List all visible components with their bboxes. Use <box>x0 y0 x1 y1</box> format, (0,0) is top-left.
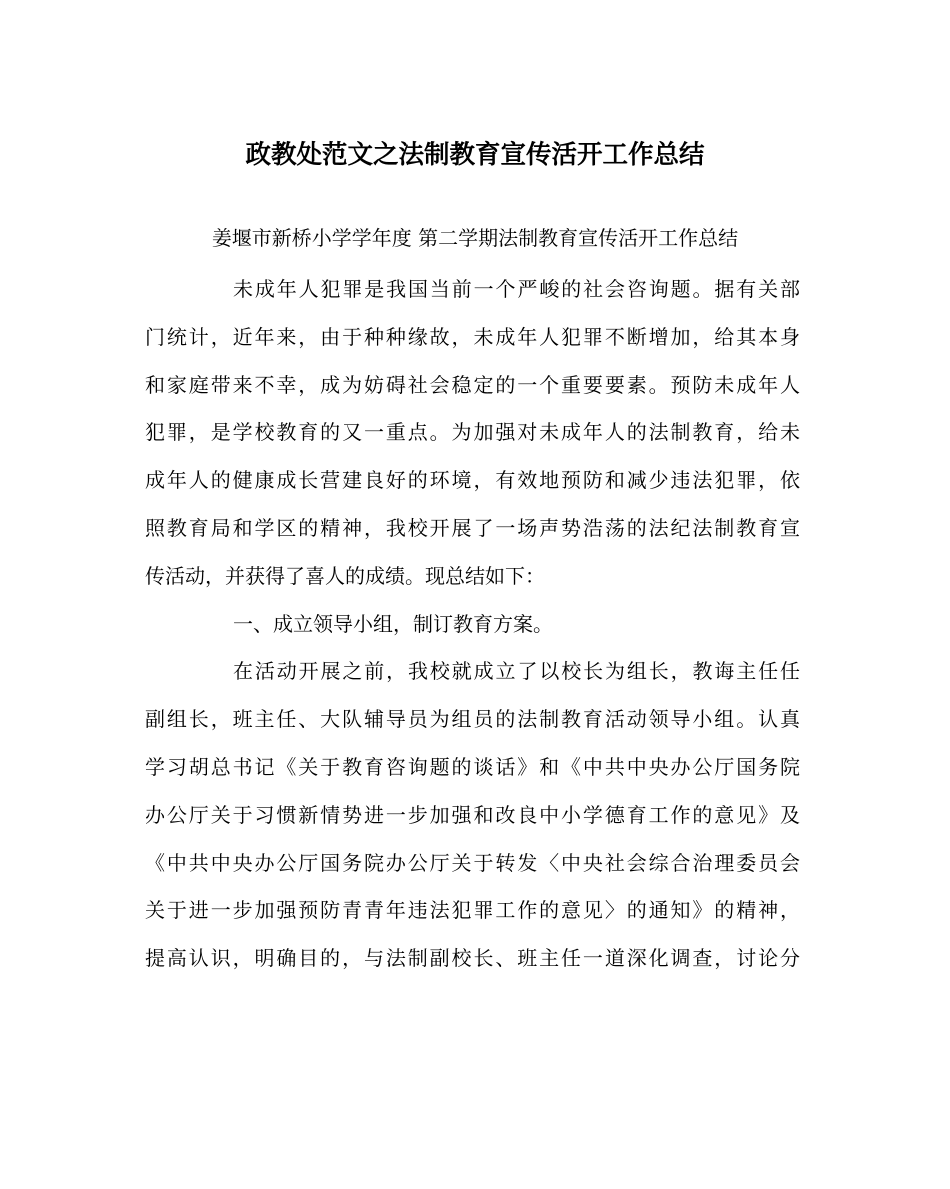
paragraph-line: 成年人的健康成长营建良好的环境，有效地预防和减少违法犯罪，依 <box>145 468 800 493</box>
paragraph-line: 关于进一步加强预防青青年违法犯罪工作的意见〉的通知》的精神， <box>145 898 800 923</box>
section-heading: 一、成立领导小组，制订教育方案。 <box>233 611 553 636</box>
paragraph-line: 提高认识，明确目的，与法制副校长、班主任一道深化调查，讨论分 <box>145 946 800 971</box>
paragraph-line: 和家庭带来不幸，成为妨碍社会稳定的一个重要要素。预防未成年人 <box>145 372 800 397</box>
document-title: 政教处范文之法制教育宣传活开工作总结 <box>245 140 705 170</box>
paragraph-line: 办公厅关于习惯新情势进一步加强和改良中小学德育工作的意见》及 <box>145 802 800 827</box>
paragraph-line: 未成年人犯罪是我国当前一个严峻的社会咨询题。据有关部 <box>233 277 800 301</box>
paragraph-line: 传活动，并获得了喜人的成绩。现总结如下： <box>145 563 545 588</box>
document-body <box>145 266 800 983</box>
paragraph-line: 副组长，班主任、大队辅导员为组员的法制教育活动领导小组。认真 <box>145 707 800 732</box>
paragraph-line: 犯罪，是学校教育的又一重点。为加强对未成年人的法制教育，给未 <box>145 420 800 445</box>
paragraph-line: 门统计，近年来，由于种种缘故，未成年人犯罪不断增加，给其本身 <box>145 324 800 349</box>
document-subtitle: 姜堰市新桥小学学年度 第二学期法制教育宣传活开工作总结 <box>211 226 739 250</box>
paragraph-line: 在活动开展之前，我校就成立了以校长为组长，教诲主任任 <box>233 659 800 684</box>
paragraph-line: 照教育局和学区的精神，我校开展了一场声势浩荡的法纪法制教育宣 <box>145 515 800 540</box>
paragraph-line: 学习胡总书记《关于教育咨询题的谈话》和《中共中央办公厅国务院 <box>145 754 800 779</box>
paragraph-line: 《中共中央办公厅国务院办公厅关于转发〈中央社会综合治理委员会 <box>145 850 800 875</box>
